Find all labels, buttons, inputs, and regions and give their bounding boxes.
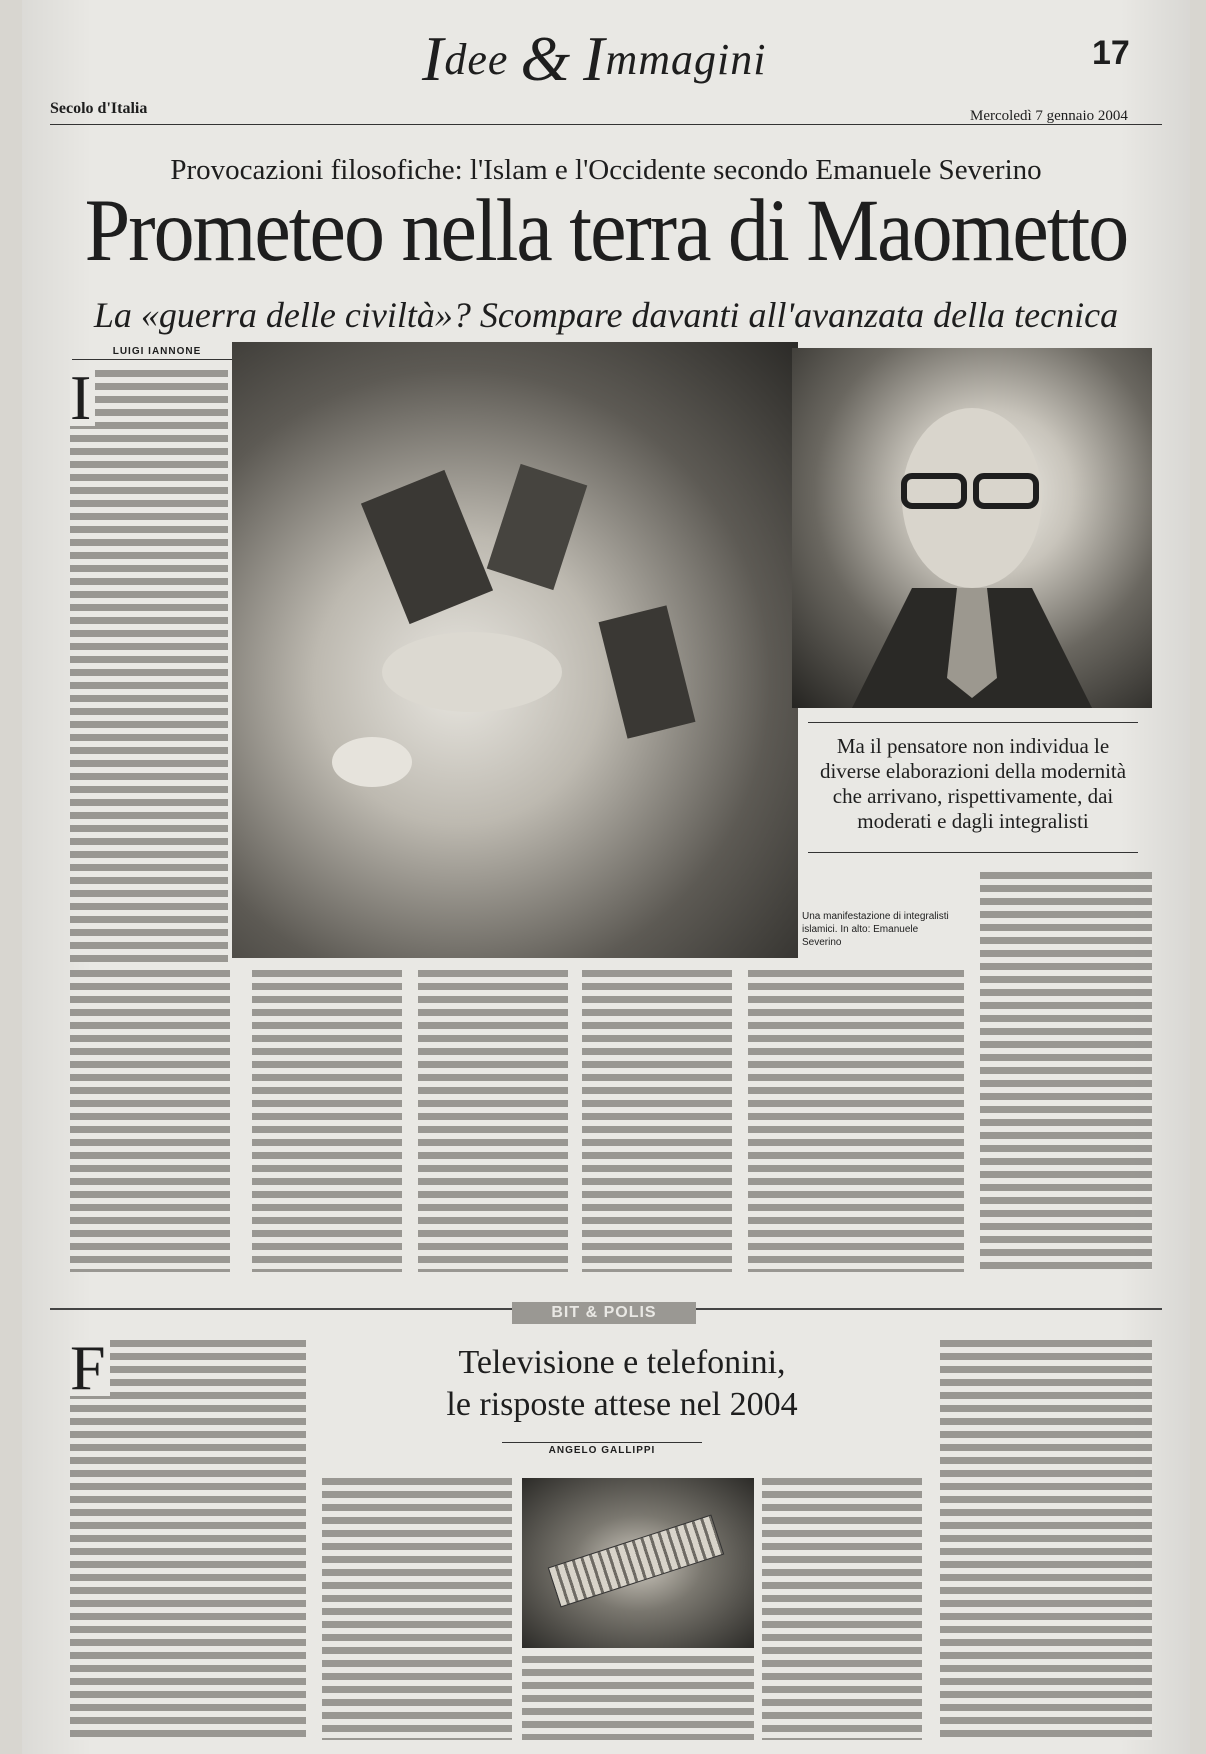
- portrait-detail: [792, 348, 1152, 708]
- severino-portrait: [792, 348, 1152, 708]
- article-column-4: [582, 970, 732, 1272]
- protest-photo-detail: [232, 342, 798, 958]
- masthead-word-1: dee: [444, 35, 509, 84]
- bit-column-4: [762, 1478, 922, 1740]
- pullquote-rule-top: [808, 722, 1138, 723]
- pull-quote: Ma il pensatore non individua le diverse elaborazioni della modernità che arrivano, rispettivamente, dai moderati e dagli integralisti: [819, 734, 1127, 833]
- article-column-5: [748, 970, 964, 1272]
- bit-dropcap: F: [70, 1340, 110, 1396]
- header-rule: [50, 124, 1162, 125]
- bit-column-1: [70, 1332, 306, 1740]
- bit-headline-line-1: Televisione e telefonini,: [458, 1344, 786, 1381]
- issue-date: Mercoledì 7 gennaio 2004: [970, 108, 1128, 124]
- article-dropcap: I: [70, 370, 95, 426]
- newspaper-page: [22, 0, 1190, 1754]
- section-tag: BIT & POLIS: [512, 1302, 696, 1324]
- bit-column-3b: [522, 1656, 754, 1740]
- newspaper-name: Secolo d'Italia: [50, 100, 148, 117]
- bit-headline: [382, 1342, 862, 1426]
- pullquote-rule-bottom: [808, 852, 1138, 853]
- bit-headline-line-2: le risposte attese nel 2004: [446, 1386, 798, 1423]
- bit-byline: ANGELO GALLIPPI: [502, 1442, 702, 1456]
- article-column-1b: [70, 970, 230, 1272]
- protest-photo: [232, 342, 798, 958]
- article-column-2: [252, 970, 402, 1272]
- article-headline: Prometeo nella terra di Maometto: [84, 181, 1128, 280]
- bit-column-2: [322, 1478, 512, 1740]
- article-deck: La «guerra delle civiltà»? Scompare davanti all'avanzata della tecnica: [93, 295, 1119, 335]
- masthead-initial-1: I: [422, 23, 445, 94]
- article-kicker: Provocazioni filosofiche: l'Islam e l'Occidente secondo Emanuele Severino: [170, 154, 1042, 186]
- article-column-3: [418, 970, 568, 1272]
- masthead-word-2: mmagini: [605, 35, 767, 84]
- article-column-1: [70, 362, 228, 962]
- column-text: [70, 370, 228, 962]
- bit-column-5: [940, 1340, 1152, 1740]
- photo-caption: Una manifestazione di integralisti islamici. In alto: Emanuele Severino: [802, 911, 949, 948]
- masthead-ampersand: &: [520, 23, 572, 94]
- article-column-6: [980, 872, 1152, 1270]
- page-number: 17: [1092, 34, 1130, 72]
- section-masthead: [422, 22, 766, 96]
- article-byline: LUIGI IANNONE: [72, 346, 242, 360]
- masthead-initial-2: I: [583, 23, 606, 94]
